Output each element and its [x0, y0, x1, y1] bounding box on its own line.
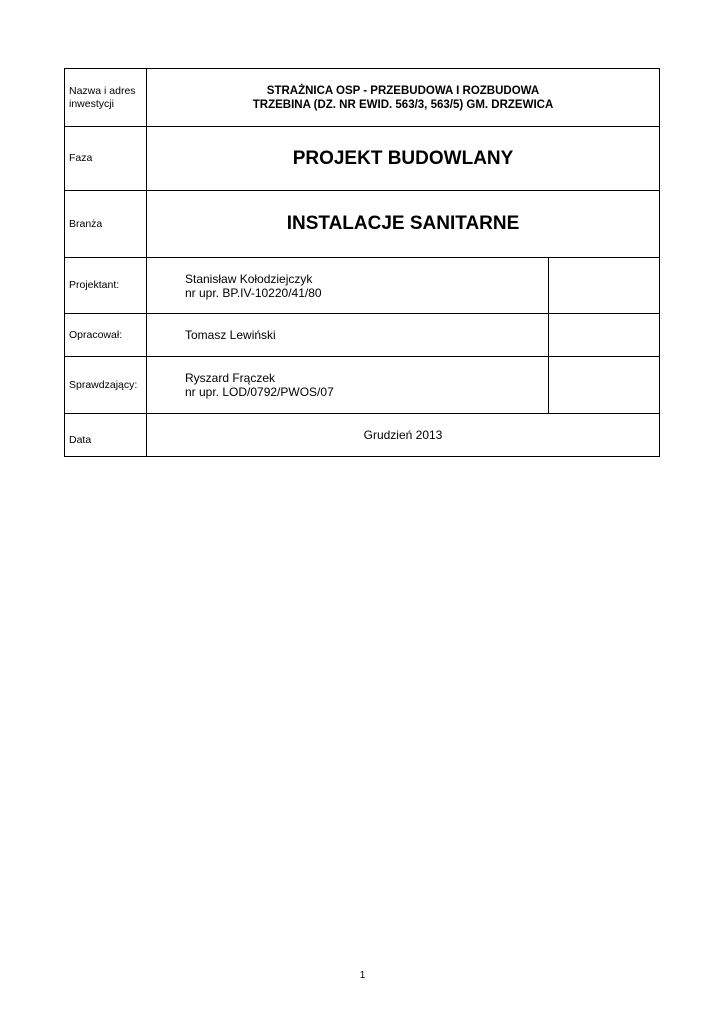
phase-value: PROJEKT BUDOWLANY: [292, 147, 514, 169]
label-investment-address-line1: Nazwa i adres: [69, 84, 136, 97]
designer-license: nr upr. BP.IV-10220/41/80: [185, 285, 322, 300]
label-investment-address: [65, 69, 147, 126]
prepared-by-name: Tomasz Lewiński: [185, 328, 276, 342]
designer-signature-box: [548, 258, 659, 313]
trade-value: INSTALACJE SANITARNE: [286, 213, 520, 234]
investment-title: STRAŻNICA OSP - PRZEBUDOWA I ROZBUDOWA: [266, 84, 540, 97]
date-value: Grudzień 2013: [363, 428, 443, 442]
date-cell: [147, 414, 659, 456]
label-prepared-by: Opracował:: [65, 314, 147, 356]
checker-name: Ryszard Frączek: [185, 371, 276, 385]
row-designer: [65, 257, 659, 313]
label-trade: Branża: [65, 191, 147, 257]
trade-cell: [147, 191, 659, 257]
row-trade: [65, 190, 659, 257]
row-prepared-by: [65, 313, 659, 356]
page-number: 1: [359, 970, 366, 981]
row-investment-address: [65, 69, 659, 126]
label-phase: Faza: [65, 127, 147, 190]
checker-license: nr upr. LOD/0792/PWOS/07: [185, 385, 334, 399]
row-checker: [65, 356, 659, 413]
title-sheet-table: [64, 68, 660, 457]
row-phase: [65, 126, 659, 190]
prepared-by-cell: [147, 314, 659, 356]
label-date: Data: [65, 414, 147, 456]
row-date: [65, 413, 659, 456]
checker-signature-box: [548, 357, 659, 413]
investment-address-cell: [147, 69, 659, 126]
prepared-by-signature-box: [548, 314, 659, 356]
label-investment-address-line2: inwestycji: [69, 97, 114, 110]
phase-cell: [147, 127, 659, 190]
designer-name: Stanisław Kołodziejczyk: [185, 271, 313, 286]
label-designer: Projektant:: [65, 258, 147, 313]
investment-location: TRZEBINA (DZ. NR EWID. 563/3, 563/5) GM. DRZEWICA: [252, 98, 554, 111]
checker-cell: [147, 357, 659, 413]
designer-cell: [147, 258, 659, 313]
label-checker: Sprawdzający:: [65, 357, 147, 413]
